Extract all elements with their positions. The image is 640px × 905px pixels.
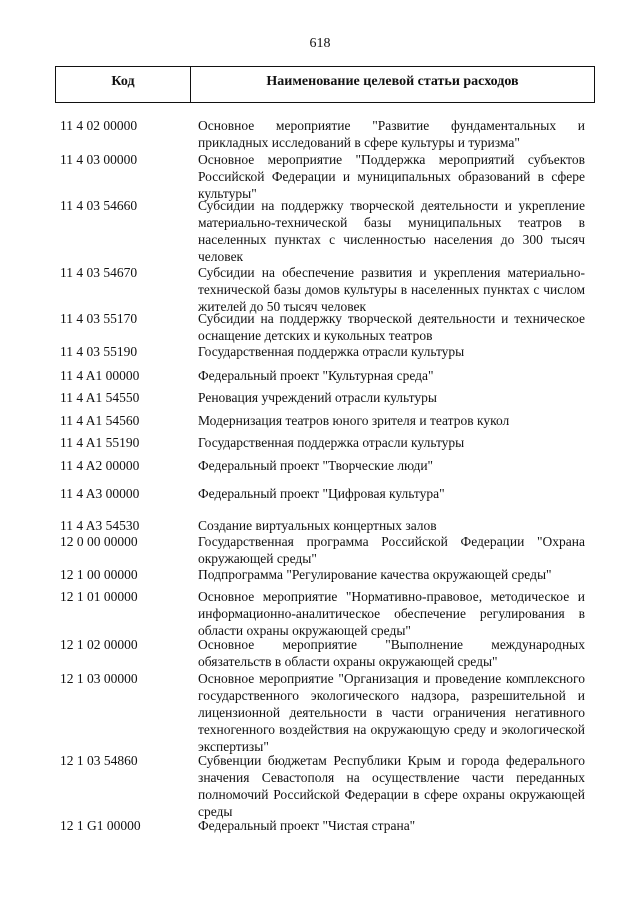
row-description: Государственная программа Российской Федерации "Охрана окружающей среды"	[198, 534, 585, 566]
page-number: 618	[309, 36, 331, 51]
row-code: 12 1 02 00000	[60, 637, 138, 652]
row-description: Основное мероприятие "Выполнение международных обязательств в области охраны окружающей среды"	[198, 637, 585, 669]
row-code: 11 4 03 00000	[60, 152, 138, 167]
row-description: Государственная поддержка отрасли культуры	[198, 435, 465, 450]
row-code: 11 4 03 54660	[60, 198, 138, 213]
row-code: 11 4 A3 54530	[60, 518, 140, 533]
row-description: Субсидии на поддержку творческой деятельности и техническое оснащение детских и кукольных театров	[198, 311, 585, 343]
header-code: Код	[56, 67, 191, 102]
row-description: Основное мероприятие "Организация и проведение комплексного государственного экологического надзора, разрешительной и лицензионной деятельности в части ограничения негативного техногенного воздействия на окружающую среду и экологической экспертизы"	[198, 671, 585, 754]
row-code: 11 4 A1 00000	[60, 368, 140, 383]
row-description: Субвенции бюджетам Республики Крым и города федерального значения Севастополя на осуществление части переданных полномочий Российской Федерации в сфере охраны окружающей среды	[198, 753, 585, 819]
row-code: 11 4 A3 00000	[60, 486, 140, 501]
row-code: 11 4 A1 54560	[60, 413, 140, 428]
row-description: Государственная поддержка отрасли культуры	[198, 344, 465, 359]
row-description: Федеральный проект "Чистая страна"	[198, 818, 416, 833]
row-code: 12 1 01 00000	[60, 589, 138, 604]
row-description: Основное мероприятие "Поддержка мероприятий субъектов Российской Федерации и муниципальных образований в сфере культуры"	[198, 152, 585, 201]
row-description: Модернизация театров юного зрителя и театров кукол	[198, 413, 510, 428]
row-code: 11 4 A1 54550	[60, 390, 140, 405]
row-description: Реновация учреждений отрасли культуры	[198, 390, 437, 405]
row-description: Субсидии на поддержку творческой деятельности и укрепление материально-технической базы муниципальных театров в населенных пунктах с численностью населения до 300 тысяч человек	[198, 198, 585, 264]
row-description: Подпрограмма "Регулирование качества окружающей среды"	[198, 567, 552, 582]
row-description: Федеральный проект "Цифровая культура"	[198, 486, 445, 501]
row-code: 12 1 03 54860	[60, 753, 138, 768]
row-code: 12 1 00 00000	[60, 567, 138, 582]
row-description: Основное мероприятие "Нормативно-правовое, методическое и информационно-аналитическое обеспечение регулирования в области охраны окружающей среды"	[198, 589, 585, 638]
row-code: 12 1 G1 00000	[60, 818, 141, 833]
row-code: 12 1 03 00000	[60, 671, 138, 686]
row-code: 11 4 A2 00000	[60, 458, 140, 473]
table-header	[55, 66, 595, 103]
row-description: Создание виртуальных концертных залов	[198, 518, 437, 533]
row-code: 11 4 03 55190	[60, 344, 138, 359]
header-name: Наименование целевой статьи расходов	[266, 73, 519, 89]
row-description: Федеральный проект "Культурная среда"	[198, 368, 434, 383]
row-code: 11 4 02 00000	[60, 118, 138, 133]
row-code: 11 4 03 55170	[60, 311, 138, 326]
row-code: 11 4 03 54670	[60, 265, 138, 280]
row-description: Федеральный проект "Творческие люди"	[198, 458, 434, 473]
row-code: 11 4 A1 55190	[60, 435, 140, 450]
row-description: Основное мероприятие "Развитие фундаментальных и прикладных исследований в сфере культуры и туризма"	[198, 118, 585, 150]
row-description: Субсидии на обеспечение развития и укрепления материально-технической базы домов культуры в населенных пунктах с числом жителей до 50 тысяч человек	[198, 265, 585, 314]
row-code: 12 0 00 00000	[60, 534, 138, 549]
